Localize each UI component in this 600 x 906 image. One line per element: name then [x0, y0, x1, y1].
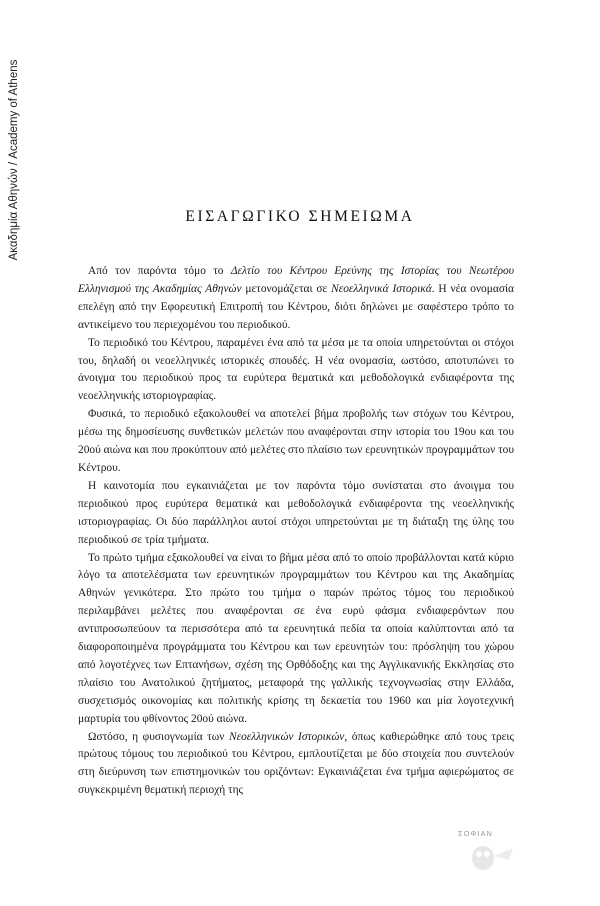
text-segment: μετονομάζεται σε [241, 282, 332, 295]
text-segment: , όπως καθιερώθηκε από τους τρεις πρώτους τόμους του περιοδικού του Κέντρου, εμπλουτίζεται με δύο στοιχεία που συντελούν στη διεύρυνση των επιστημονικών του οριζόντων: Εγκαινιάζεται ένα τμήμα αφιερώματος σε συγκεκριμένη θεματική περιοχή της [78, 730, 514, 797]
paragraph-5 [78, 550, 514, 729]
text-segment: Φυσικά, το περιοδικό εξακολουθεί να αποτελεί βήμα προβολής των στόχων του Κέντρου, μέσω της δημοσίευσης συνθετικών μελετών που αναφέρονται στην ιστορία του 19ου και του 20ού αιώνα και που προκύπτουν από μελέτες στο πλαίσιο των ερευνητικών προγραμμάτων του Κέντρου. [78, 408, 515, 474]
page-title: ΕΙΣΑΓΩΓΙΚΟ ΣΗΜΕΙΩΜΑ [185, 208, 415, 225]
italic-segment: Δελτίο του Κέντρου Ερεύνης της Ιστορίας του Νεωτέρου Ελληνισμού της Ακαδημίας Αθηνών [78, 265, 514, 295]
text-segment: . Η νέα ονομασία επελέγη από την Εφορευτική Επιτροπή του Κέντρου, διότι δηλώνει με σαφέστερο τρόπο το αντικείμενο του περιεχομένου του περιοδικού. [78, 282, 515, 331]
paragraph-6 [78, 729, 514, 801]
owl-watermark-icon [461, 836, 521, 872]
side-label: Ακαδημία Αθηνών / Academy of Athens [8, 59, 20, 261]
text-segment: Το περιοδικό του Κέντρου, παραμένει ένα από τα μέσα με τα οποία υπηρετούνται οι στόχοι του, δηλαδή οι νεοελληνικές ιστορικές σπουδές. Η νέα ονομασία, ωστόσο, αποτυπώνει το άνοιγμα του περιοδικού προς τα ευρύτερα θεματικά και μεθοδολογικά ενδιαφέροντα της νεοελληνικής ιστοριογραφίας. [78, 336, 514, 403]
paragraph-1 [78, 263, 514, 335]
text-segment: Από τον παρόντα τόμο το [88, 265, 231, 277]
text-segment: Το πρώτο τμήμα εξακολουθεί να είναι το βήμα μέσα από το οποίο προβάλλονται κατά κύριο λόγο τα αποτελέσματα των ερευνητικών προγραμμάτων του Κέντρου και της Ακαδημίας Αθηνών γενικότερα. Στο πρώτο του τμήμα ο παρών πρώτος τόμος του περιοδικού περιλαμβάνει μελέτες που αναφέρονται σε ένα ευρύ φάσμα ενδιαφερόντων που αντιπροσωπεύουν τα περισσότερα από τα ερευνητικά πεδία τα οποία καλύπτονται από τα διαφοροποιημένα προγράμματα του Κέντρου και των ερευνητών του: πρόσληψη του χώρου από λογοτέχνες των Επτανήσων, σχέση της Ορθόδοξης και της Αγγλικανικής Εκκλησίας στο πλαίσιο του Ανατολικού ζητήματος, μεταφορά της γαλλικής τεχνογνωσίας στην Ελλάδα, συσχετισμός οικονομίας και πολιτικής κρίσης τη δεκαετία του 1960 και μία λογοτεχνική μαρτυρία του φθίνοντος 20ού αιώνα. [78, 551, 514, 725]
paragraph-3 [78, 406, 514, 478]
text-segment: Η καινοτομία που εγκαινιάζεται με τον παρόντα τόμο συνίσταται στο άνοιγμα του περιοδικού προς ευρύτερα θεματικά και μεθοδολογικά ενδιαφέροντα της νεοελληνικής ιστοριογραφίας. Οι δύο παράλληλοι αυτοί στόχοι υπηρετούνται με τη διάταξη της ύλης του περιοδικού σε τρία τμήματα. [78, 479, 514, 546]
italic-segment: Νεοελληνικών Ιστορικών [228, 730, 345, 743]
watermark-text: ΣΟΦΙΑΝ [458, 829, 493, 838]
italic-segment: Νεοελληνικά Ιστορικά [331, 282, 432, 295]
body-text [78, 263, 514, 800]
paragraph-4 [78, 478, 514, 550]
paragraph-2 [78, 335, 514, 407]
text-segment: Ωστόσο, η φυσιογνωμία των [88, 730, 229, 743]
